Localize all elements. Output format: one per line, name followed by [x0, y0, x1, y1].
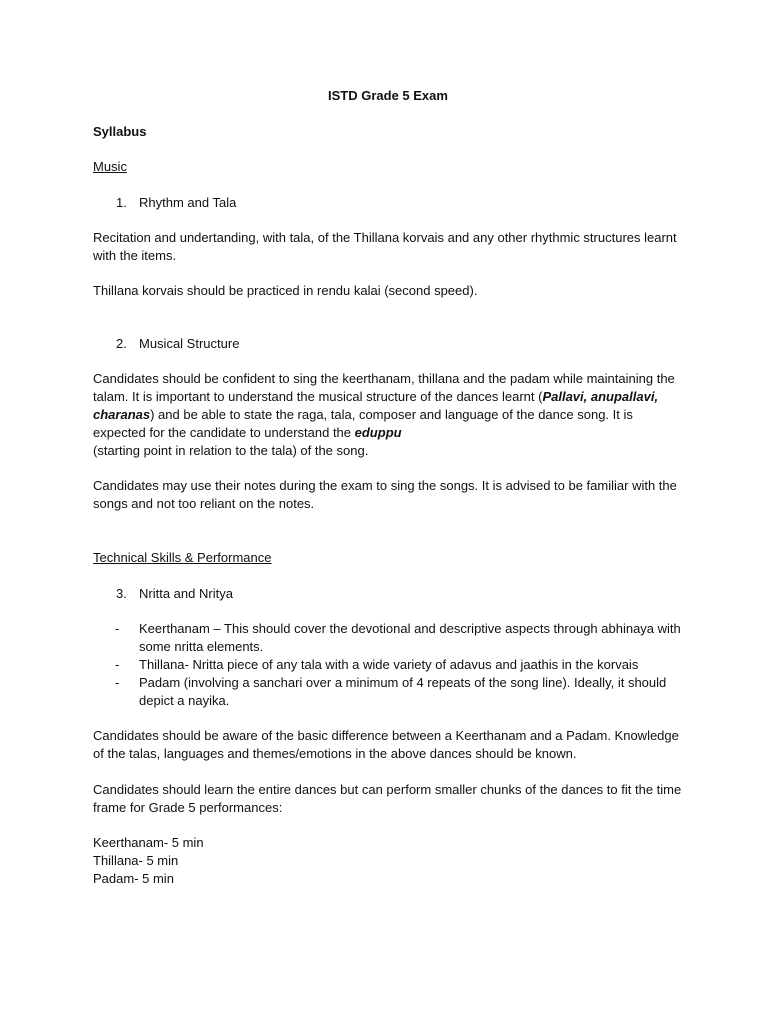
- bullet-item-padam: [93, 674, 683, 710]
- list-item-musical-structure: [93, 335, 683, 353]
- bullet-text: Keerthanam – This should cover the devotional and descriptive aspects through abhinaya with some nritta elements.: [139, 621, 681, 654]
- bullet-text: Padam (involving a sanchari over a minimum of 4 repeats of the song line). Ideally, it should depict a nayika.: [139, 675, 667, 708]
- time-keerthanam: Keerthanam- 5 min: [93, 835, 204, 850]
- paragraph-differences: Candidates should be aware of the basic difference between a Keerthanam and a Padam. Knowledge of the talas, languages and themes/emotions in the above dances should be known.: [93, 728, 679, 761]
- bullet-item-thillana: [93, 656, 683, 674]
- paragraph-time-frame: Candidates should learn the entire dances but can perform smaller chunks of the dances to fit the time frame for Grade 5 performances:: [93, 782, 682, 815]
- document-page: [93, 87, 683, 888]
- performance-times: [93, 834, 683, 888]
- music-heading: Music: [93, 159, 127, 174]
- paragraph-korvais-speed: Thillana korvais should be practiced in rendu kalai (second speed).: [93, 283, 478, 298]
- emphasis-text: Pallavi, anupallavi, charanas: [93, 389, 659, 422]
- time-thillana: Thillana- 5 min: [93, 853, 179, 868]
- dance-bullet-list: [93, 620, 683, 710]
- bullet-mark: -: [115, 657, 120, 672]
- text-run: Candidates should be confident to sing the keerthanam, thillana and the padam while maintaining the talam. It is important to understand the musical structure of the dances learnt (: [93, 371, 675, 404]
- list-number: 3.: [116, 586, 127, 601]
- bullet-text: Thillana- Nritta piece of any tala with a wide variety of adavus and jaathis in the korvais: [139, 657, 639, 672]
- list-item-rhythm-tala: [93, 194, 683, 212]
- technical-skills-heading: Technical Skills & Performance: [93, 550, 272, 565]
- document-title: ISTD Grade 5 Exam: [328, 88, 448, 103]
- list-number: 1.: [116, 195, 127, 210]
- list-item-label: Rhythm and Tala: [139, 195, 237, 210]
- emphasis-text: eduppu: [354, 425, 402, 440]
- text-run: ) and be able to state the raga, tala, composer and language of the dance song. It is expected for the candidate to understand the: [93, 407, 633, 440]
- paragraph-recitation: Recitation and undertanding, with tala, of the Thillana korvais and any other rhythmic structures learnt with the items.: [93, 230, 677, 263]
- list-item-label: Musical Structure: [139, 336, 240, 351]
- list-item-label: Nritta and Nritya: [139, 586, 233, 601]
- list-number: 2.: [116, 336, 127, 351]
- paragraph-musical-structure: [93, 370, 683, 460]
- text-run: (starting point in relation to the tala) of the song.: [93, 443, 369, 458]
- bullet-mark: -: [115, 675, 120, 690]
- time-padam: Padam- 5 min: [93, 871, 174, 886]
- list-item-nritta-nritya: [93, 585, 683, 603]
- paragraph-notes: Candidates may use their notes during the exam to sing the songs. It is advised to be familiar with the songs and not too reliant on the notes.: [93, 478, 677, 511]
- syllabus-heading: Syllabus: [93, 124, 147, 139]
- bullet-mark: -: [115, 621, 120, 636]
- bullet-item-keerthanam: [93, 620, 683, 656]
